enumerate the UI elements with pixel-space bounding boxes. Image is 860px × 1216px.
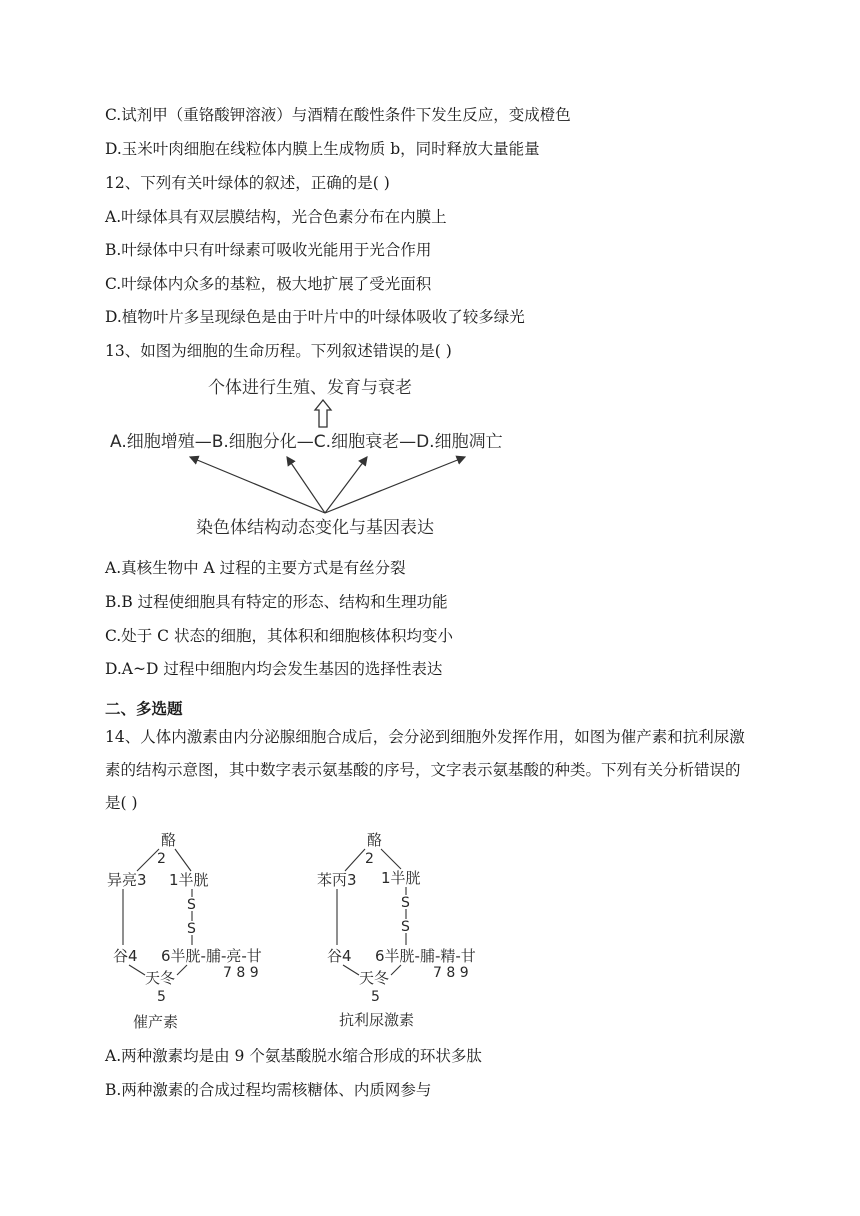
svg-text:谷4: 谷4 [113, 947, 138, 965]
svg-text:S: S [187, 921, 196, 937]
svg-text:S: S [401, 919, 410, 935]
q12-option-d: D.植物叶片多呈现绿色是由于叶片中的叶绿体吸收了较多绿光 [105, 308, 525, 326]
question-14: 14、人体内激素由内分泌腺细胞合成后，会分泌到细胞外发挥作用，如图为催产素和抗利尿激素的结构示意图，其中数字表示氨基酸的序号，文字表示氨基酸的种类。下列有关分析错误的是( ) [105, 728, 745, 812]
q13-option-a: A.真核生物中 A 过程的主要方式是有丝分裂 [105, 559, 406, 577]
svg-text:苯丙3: 苯丙3 [317, 871, 357, 889]
q13-option-d: D.A~D 过程中细胞内均会发生基因的选择性表达 [105, 660, 443, 678]
q12-option-b: B.叶绿体中只有叶绿素可吸收光能用于光合作用 [105, 241, 432, 259]
question-12: 12、下列有关叶绿体的叙述，正确的是( ) [105, 174, 390, 192]
svg-text:S: S [187, 897, 196, 913]
cell-life-history-diagram [105, 365, 545, 545]
svg-text:5: 5 [371, 989, 380, 1005]
svg-text:6半胱-脯-精-甘: 6半胱-脯-精-甘 [375, 947, 476, 965]
diagram-bottom-label: 染色体结构动态变化与基因表达 [196, 518, 434, 538]
line-q11-c: C.试剂甲（重铬酸钾溶液）与酒精在酸性条件下发生反应，变成橙色 [105, 106, 571, 124]
svg-text:6半胱-脯-亮-甘: 6半胱-脯-亮-甘 [161, 947, 262, 965]
hormone-structure-right [315, 825, 515, 1035]
svg-text:2: 2 [365, 851, 374, 867]
q14-option-a: A.两种激素均是由 9 个氨基酸脱水缩合形成的环状多肽 [105, 1047, 482, 1065]
diagram-stage-row: A.细胞增殖—B.细胞分化—C.细胞衰老—D.细胞凋亡 [110, 432, 503, 452]
svg-text:天冬: 天冬 [359, 969, 390, 987]
q13-option-b: B.B 过程使细胞具有特定的形态、结构和生理功能 [105, 593, 448, 611]
q13-option-c: C.处于 C 状态的细胞，其体积和细胞核体积均变小 [105, 627, 453, 645]
q12-option-a: A.叶绿体具有双层膜结构，光合色素分布在内膜上 [105, 208, 447, 226]
svg-text:7 8 9: 7 8 9 [433, 965, 469, 981]
q14-option-b: B.两种激素的合成过程均需核糖体、内质网参与 [105, 1081, 432, 1099]
svg-text:天冬: 天冬 [145, 969, 176, 987]
diagram-arrows [190, 457, 465, 513]
svg-text:抗利尿激素: 抗利尿激素 [339, 1011, 415, 1029]
svg-text:1半胱: 1半胱 [381, 869, 421, 887]
svg-text:催产素: 催产素 [133, 1013, 179, 1031]
q12-option-c: C.叶绿体内众多的基粒，极大地扩展了受光面积 [105, 275, 432, 293]
svg-text:S: S [401, 895, 410, 911]
svg-text:谷4: 谷4 [327, 947, 352, 965]
question-13: 13、如图为细胞的生命历程。下列叙述错误的是( ) [105, 342, 452, 360]
line-q11-d: D.玉米叶肉细胞在线粒体内膜上生成物质 b，同时释放大量能量 [105, 140, 540, 158]
svg-text:5: 5 [157, 989, 166, 1005]
svg-text:异亮3: 异亮3 [107, 871, 147, 889]
svg-text:2: 2 [157, 851, 166, 867]
svg-text:7 8 9: 7 8 9 [223, 965, 259, 981]
svg-text:酪: 酪 [161, 831, 177, 849]
section-title: 二、多选题 [105, 700, 183, 718]
svg-text:酪: 酪 [367, 831, 383, 849]
diagram-top-label: 个体进行生殖、发育与衰老 [208, 378, 412, 398]
svg-text:1半胱: 1半胱 [169, 871, 209, 889]
hollow-up-arrow [315, 400, 331, 427]
hormone-structure-left [105, 825, 305, 1035]
